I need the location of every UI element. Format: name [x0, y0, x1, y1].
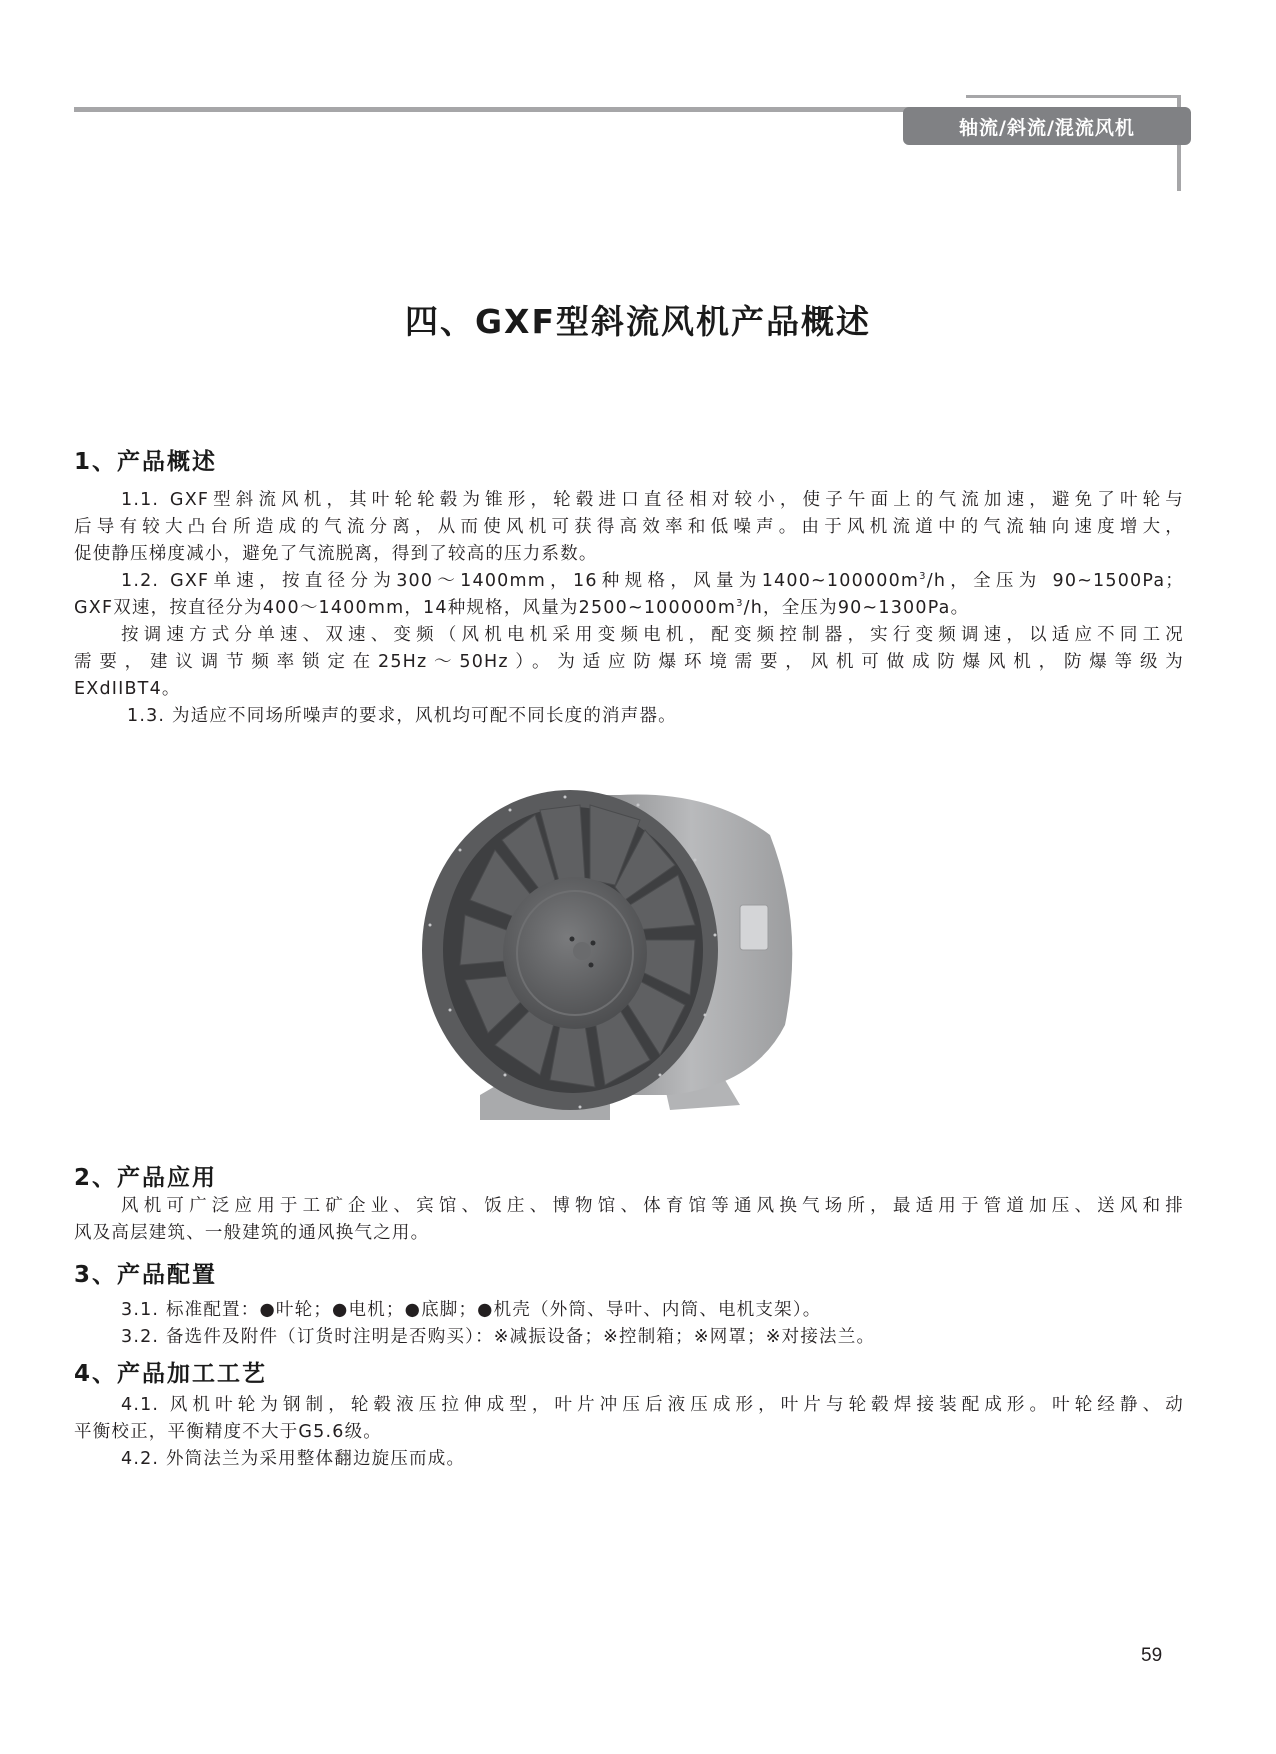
para-1-2-line1: 1.2. GXF单速，按直径分为300～1400mm，16种规格，风量为$1400\sim 100000m^3/h$，全压为 90~1500Pa； [121, 571, 1184, 591]
header-rule [74, 107, 914, 112]
page-title: 四、GXF型斜流风机产品概述 [404, 302, 872, 341]
section-application-body [74, 1193, 1184, 1247]
para-1-3: 1.3. 为适应不同场所噪声的要求，风机均可配不同长度的消声器。 [127, 706, 677, 726]
para-3-1: 3.1. 标准配置：●叶轮；●电机；●底脚；●机壳（外筒、导叶、内筒、电机支架）。 [121, 1300, 822, 1320]
para-4-1-line1: 4.1. 风机叶轮为钢制，轮毂液压拉伸成型，叶片冲压后液压成形，叶片与轮毂焊接装配成形。叶轮经静、动 [121, 1395, 1184, 1415]
section-heading-application: 2、产品应用 [74, 1165, 218, 1191]
fan-product-image [410, 775, 810, 1145]
section-process-body [74, 1392, 1184, 1473]
para-3-2: 3.2. 备选件及附件（订货时注明是否购买）：※减振设备；※控制箱；※网罩；※对接法兰。 [121, 1327, 876, 1347]
para-1-1-line1: 1.1. GXF型斜流风机，其叶轮轮毂为锥形，轮毂进口直径相对较小，使子午面上的气流加速，避免了叶轮与 [121, 490, 1184, 510]
para-2-line2: 风及高层建筑、一般建筑的通风换气之用。 [74, 1223, 430, 1243]
para-4-2: 4.2. 外筒法兰为采用整体翻边旋压而成。 [121, 1449, 466, 1469]
section-heading-configuration: 3、产品配置 [74, 1262, 218, 1288]
para-2-line1: 风机可广泛应用于工矿企业、宾馆、饭庄、博物馆、体育馆等通风换气场所，最适用于管道加压、送风和排 [121, 1196, 1184, 1216]
para-speed-line1: 按调速方式分单速、双速、变频（风机电机采用变频电机，配变频控制器，实行变频调速，以适应不同工况 [121, 625, 1184, 645]
category-tag: 轴流/斜流/混流风机 [903, 107, 1191, 145]
para-1-2-line2: GXF双速，按直径分为400～1400mm，14种规格，风量为$2500\sim 100000m^3/h$，全压为90~1300Pa。 [74, 598, 970, 618]
para-1-1-line2: 后导有较大凸台所造成的气流分离，从而使风机可获得高效率和低噪声。由于风机流道中的气流轴向速度增大， [74, 517, 1184, 537]
section-configuration-body [74, 1297, 1184, 1351]
section-heading-process: 4、产品加工工艺 [74, 1361, 268, 1387]
section-heading-overview: 1、产品概述 [74, 449, 218, 475]
para-speed-line2: 需要，建议调节频率锁定在25Hz～50Hz）。为适应防爆环境需要，风机可做成防爆风机，防爆等级为 [74, 652, 1184, 672]
para-4-1-line2: 平衡校正，平衡精度不大于G5.6级。 [74, 1422, 382, 1442]
header-corner-rule [966, 95, 1181, 98]
para-1-1-line3: 促使静压梯度减小，避免了气流脱离，得到了较高的压力系数。 [74, 544, 598, 564]
para-speed-line3: EXdIIBT4。 [74, 679, 181, 699]
page-number: 59 [1141, 1645, 1163, 1666]
section-overview-body [74, 487, 1184, 730]
